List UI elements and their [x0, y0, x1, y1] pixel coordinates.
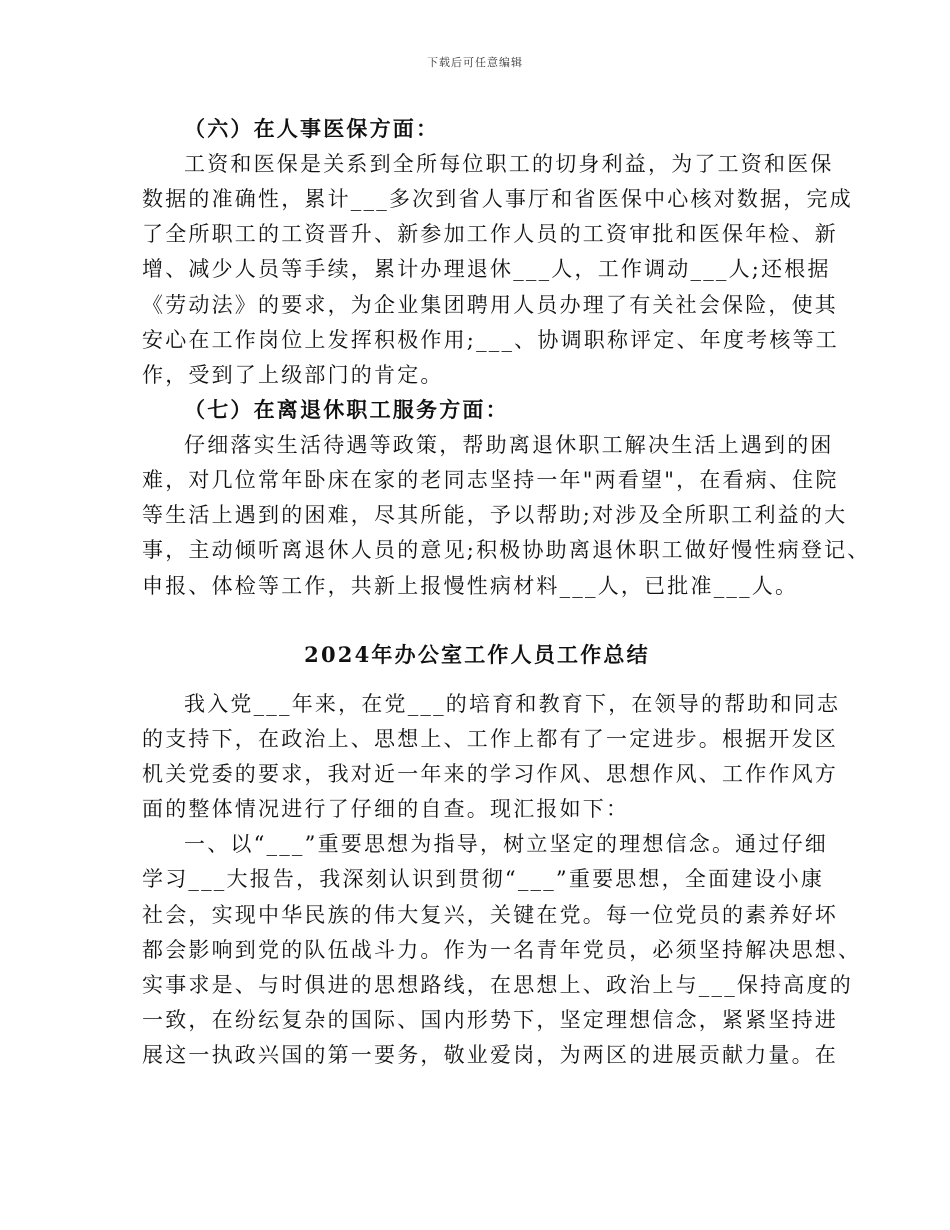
paragraph-line: 作，受到了上级部门的肯定。 [142, 363, 444, 387]
paragraph-line: 我入党___年来，在党___的培育和教育下，在领导的帮助和同志 [184, 692, 841, 716]
paragraph-line: 事，主动倾听离退休人员的意见;积极协助离退休职工做好慢性病登记、 [142, 538, 871, 562]
section-6-heading: （六）在人事医保方面： [184, 116, 440, 141]
paragraph-line: 面的整体情况进行了仔细的自查。现汇报如下： [142, 797, 630, 821]
paragraph-line: 工资和医保是关系到全所每位职工的切身利益，为了工资和医保 [184, 152, 834, 176]
paragraph-line: 机关党委的要求，我对近一年来的学习作风、思想作风、工作作风方 [142, 762, 838, 786]
section-7-heading: （七）在离退休职工服务方面： [184, 397, 509, 422]
paragraph-line: 学习___大报告，我深刻认识到贯彻“___”重要思想，全面建设小康 [142, 867, 825, 891]
paragraph-line: 一致，在纷纭复杂的国际、国内形势下，坚定理想信念，紧紧坚持进 [142, 1008, 838, 1032]
paragraph-line: 社会，实现中华民族的伟大复兴，关键在党。每一位党员的素养好坏 [142, 903, 838, 927]
paragraph-line: 都会影响到党的队伍战斗力。作为一名青年党员，必须坚持解决思想、 [142, 938, 862, 962]
paragraph-line: 《劳动法》的要求，为企业集团聘用人员办理了有关社会保险，使其 [142, 293, 838, 317]
page-header: 下载后可任意编辑 [427, 56, 523, 69]
paragraph-line: 仔细落实生活待遇等政策，帮助离退休职工解决生活上遇到的困 [184, 433, 834, 457]
document-title: 2024年办公室工作人员工作总结 [304, 642, 650, 667]
paragraph-line: 数据的准确性，累计___多次到省人事厅和省医保中心核对数据，完成 [142, 187, 853, 211]
paragraph-line: 申报、体检等工作，共新上报慢性病材料___人，已批准___人。 [142, 574, 799, 598]
paragraph-line: 安心在工作岗位上发挥积极作用;___、协调职称评定、年度考核等工 [142, 328, 839, 352]
paragraph-line: 等生活上遇到的困难，尽其所能，予以帮助;对涉及全所职工利益的大 [142, 503, 848, 527]
paragraph-line: 的支持下，在政治上、思想上、工作上都有了一定进步。根据开发区 [142, 727, 838, 751]
paragraph-line: 实事求是、与时俱进的思想路线，在思想上、政治上与___保持高度的 [142, 973, 853, 997]
paragraph-line: 一、以“___”重要思想为指导，树立坚定的理想信念。通过仔细 [184, 832, 828, 856]
paragraph-line: 难，对几位常年卧床在家的老同志坚持一年"两看望"，在看病、住院 [142, 468, 839, 492]
paragraph-line: 展这一执政兴国的第一要务，敬业爱岗，为两区的进展贡献力量。在 [142, 1043, 838, 1067]
paragraph-line: 增、减少人员等手续，累计办理退休___人，工作调动___人;还根据 [142, 257, 831, 281]
paragraph-line: 了全所职工的工资晋升、新参加工作人员的工资审批和医保年检、新 [142, 222, 838, 246]
